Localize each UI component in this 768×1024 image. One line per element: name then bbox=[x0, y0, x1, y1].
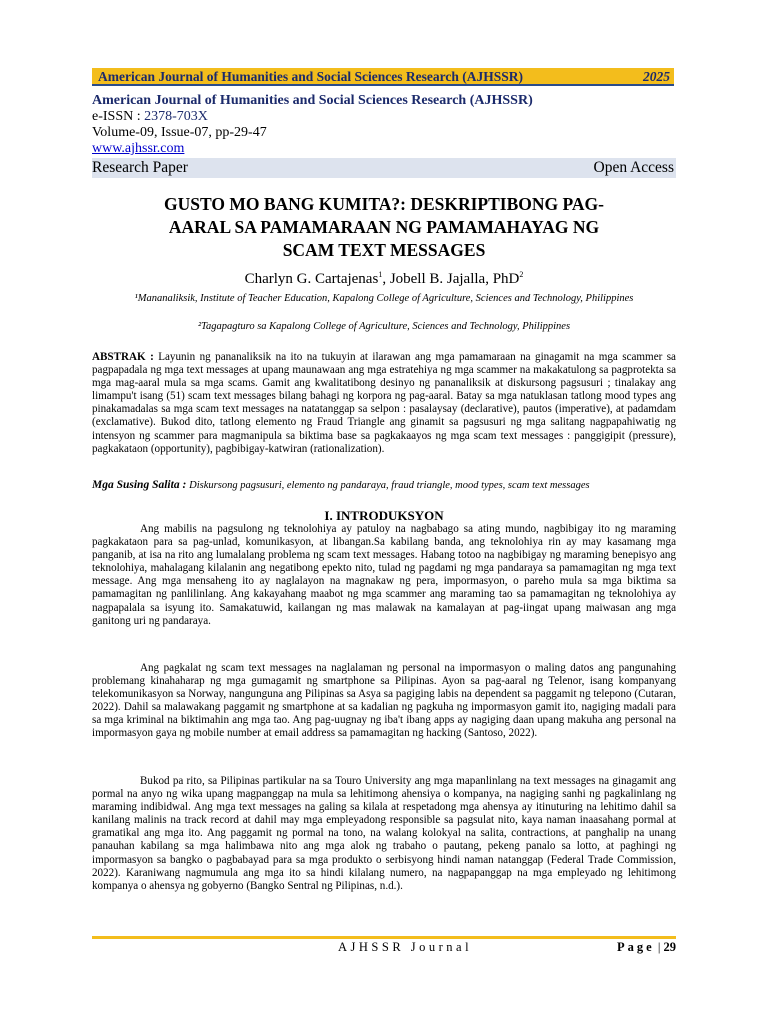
paper-title bbox=[100, 193, 668, 262]
body-paragraph: Ang pagkalat ng scam text messages na naglalaman ng personal na impormasyon o maling datos ang pangunahing problemang kinahaharap ng mga gumagamit ng smartphone sa Pilipinas. Ayon sa pag-aaral ng Telenor, isang kompanyang telekomunikasyon sa Norway, nangunguna ang Pilipinas sa Asya sa pagiging labis na dependent sa paggamit ng telepono (Cutaran, 2022). Dahil sa malawakang paggamit ng smartphone at sa kadalian ng pagkuha ng impormasyon gamit ito, nagiging madali para sa mga kriminal na biktimahin ang mga tao. Ang pag-uugnay ng iba't ibang apps ay nagiging daan upang makuha ang personal na impormasyon gaya ng mobile number at email address sa pamamagitan ng hacking (Santoso, 2022). bbox=[92, 662, 676, 740]
abstract-label: ABSTRAK : bbox=[92, 351, 159, 363]
author-2: Jobell B. Jajalla, PhD bbox=[389, 271, 520, 287]
author-1-affil-marker: 1 bbox=[378, 270, 383, 279]
keywords-text: Diskursong pagsusuri, elemento ng pandaraya, fraud triangle, mood types, scam text messages bbox=[189, 480, 590, 491]
open-access-label: Open Access bbox=[593, 159, 674, 176]
affiliation-1: ¹Mananaliksik, Institute of Teacher Education, Kapalong College of Agriculture, Sciences and Technology, Philippines bbox=[134, 293, 634, 304]
body-paragraph: Bukod pa rito, sa Pilipinas partikular na sa Touro University ang mga mapanlinlang na text messages na ginagamit ang pormal na anyo ng wika upang magpanggap na mula sa lehitimong ahensiya o kompanya, na nagiging sanhi ng pagkalinlang ng maraming indibidwal. Ang mga text messages na galing sa kilala at respetadong mga ahensya ay itinuturing na lehitimo dahil sa kanilang malinis na track record at dahil may mga empleyadong responsible sa pagsulat nito, kaya naman inaasahang pormal at gramatikal ang mga ito. Ang paggamit ng pormal na tono, na walang kolokyal na salita, contractions, at panghalip na unang panauhan kabilang sa mga halimbawa nito ang mga alok ng trabaho o pautang, pekeng panalo sa lotto, at paghingi ng impormasyon sa bangko o pagbabayad para sa mga produkto o serbisyong hindi naman natanggap (Federal Trade Commission, 2022). Karaniwang nagmumula ang mga ito sa hindi kilalang numero, na nagpapanggap na mga empleyado ng lehitimong kompanya o ahensya ng gobyerno (Bangko Sentral ng Pilipinas, n.d.). bbox=[92, 775, 676, 892]
issn-label: e-ISSN : bbox=[92, 109, 145, 124]
title-line: SCAM TEXT MESSAGES bbox=[282, 240, 486, 260]
body-paragraph: Ang mabilis na pagsulong ng teknolohiya ay patuloy na nagbabago sa ating mundo, nagbibigay ito ng maraming pagkakataon para sa pag-unlad, komunikasyon, at libangan.Sa kabilang banda, ang teknolohiya rin ay may kasamang mga panganib, at isa na rito ang lumalalang problema ng scam text messages. Habang totoo na nagbibigay ng maraming benepisyo ang teknolohiya, mahalagang kilalanin ang negatibong epekto nito, tulad ng pagdami ng mga pandaraya sa pamamagitan ng mga text message. Ang mga mensaheng ito ay naglalayon na magnakaw ng pera, impormasyon, o pareho mula sa mga biktima sa pamamagitan ng panlilinlang. Ang kakayahang maabot ng mga scammer ang maraming tao sa pamamagitan ng teknolohiya ay nagpapalala sa isyung ito. Samakatuwid, kailangan ng mas malawak na kamalayan at pag-iingat upang maiwasan ang mga ganitong uri ng pandaraya. bbox=[92, 523, 676, 627]
paper-type-bar bbox=[92, 158, 676, 178]
abstract bbox=[92, 351, 676, 456]
title-line: GUSTO MO BANG KUMITA?: DESKRIPTIBONG PAG- bbox=[164, 194, 604, 214]
keywords-label: Mga Susing Salita : bbox=[92, 479, 190, 491]
title-line: AARAL SA PAMAMARAAN NG PAMAMAHAYAG NG bbox=[168, 217, 600, 237]
authors bbox=[100, 270, 668, 288]
banner-title: American Journal of Humanities and Social Sciences Research (AJHSSR) bbox=[98, 69, 523, 84]
footer-rule bbox=[92, 936, 676, 939]
journal-banner bbox=[92, 68, 674, 86]
volume-info: Volume-09, Issue-07, pp-29-47 bbox=[92, 125, 267, 140]
paper-type: Research Paper bbox=[92, 159, 188, 176]
abstract-text: Layunin ng pananaliksik na ito na tukuyin at ilarawan ang mga pamamaraan na ginagamit na mga scammer sa pagpapadala ng mga text messages at upang maunawaan ang mga estratehiya ng mga scammer na makakatulong sa pagprotekta sa mga mag-aaral mula sa mga scams. Gamit ang kwalitatibong desinyo ng pananaliksik at diskursong pagsusuri ; tinalakay ang limampu't isang (51) scam text messages bilang bahagi ng korpora ng pag-aaral. Batay sa mga natuklasan tatlong mood types ang pinakamadalas sa mga scam text messages na natatanggap sa selpon : pasalaysay (declarative), pautos (imperative), at padamdam (exclamative). Bukod dito, tatlong elemento ng Fraud Triangle ang ginamit sa pagsusuri ng mga salitang nagpapahiwatig ng intensyon ng scammer para magmanipula sa biktima base sa pagkakaayos ng mga scam text messages : panggigipit (pressure), pagkakataon (opportunity), pagbibigay-katwiran (rationalization). bbox=[92, 351, 676, 455]
page-number-value: 29 bbox=[663, 940, 676, 954]
journal-url-link[interactable]: www.ajhssr.com bbox=[92, 141, 185, 156]
affiliation-2: ²Tagapagturo sa Kapalong College of Agriculture, Sciences and Technology, Philippines bbox=[197, 321, 571, 332]
author-2-affil-marker: 2 bbox=[519, 270, 524, 279]
page-number bbox=[617, 940, 676, 955]
page-separator: | bbox=[654, 940, 664, 954]
keywords bbox=[92, 479, 676, 492]
author-separator: , bbox=[382, 271, 390, 287]
banner-year: 2025 bbox=[643, 69, 670, 84]
issn bbox=[92, 109, 208, 125]
author-1: Charlyn G. Cartajenas bbox=[244, 271, 379, 287]
page-label: Page bbox=[617, 940, 655, 954]
footer-journal: AJHSSR Journal bbox=[338, 940, 473, 954]
issn-number: 2378-703X bbox=[144, 109, 208, 124]
journal-name: American Journal of Humanities and Social Sciences Research (AJHSSR) bbox=[92, 93, 533, 108]
section-heading: I. INTRODUKSYON bbox=[324, 508, 444, 523]
